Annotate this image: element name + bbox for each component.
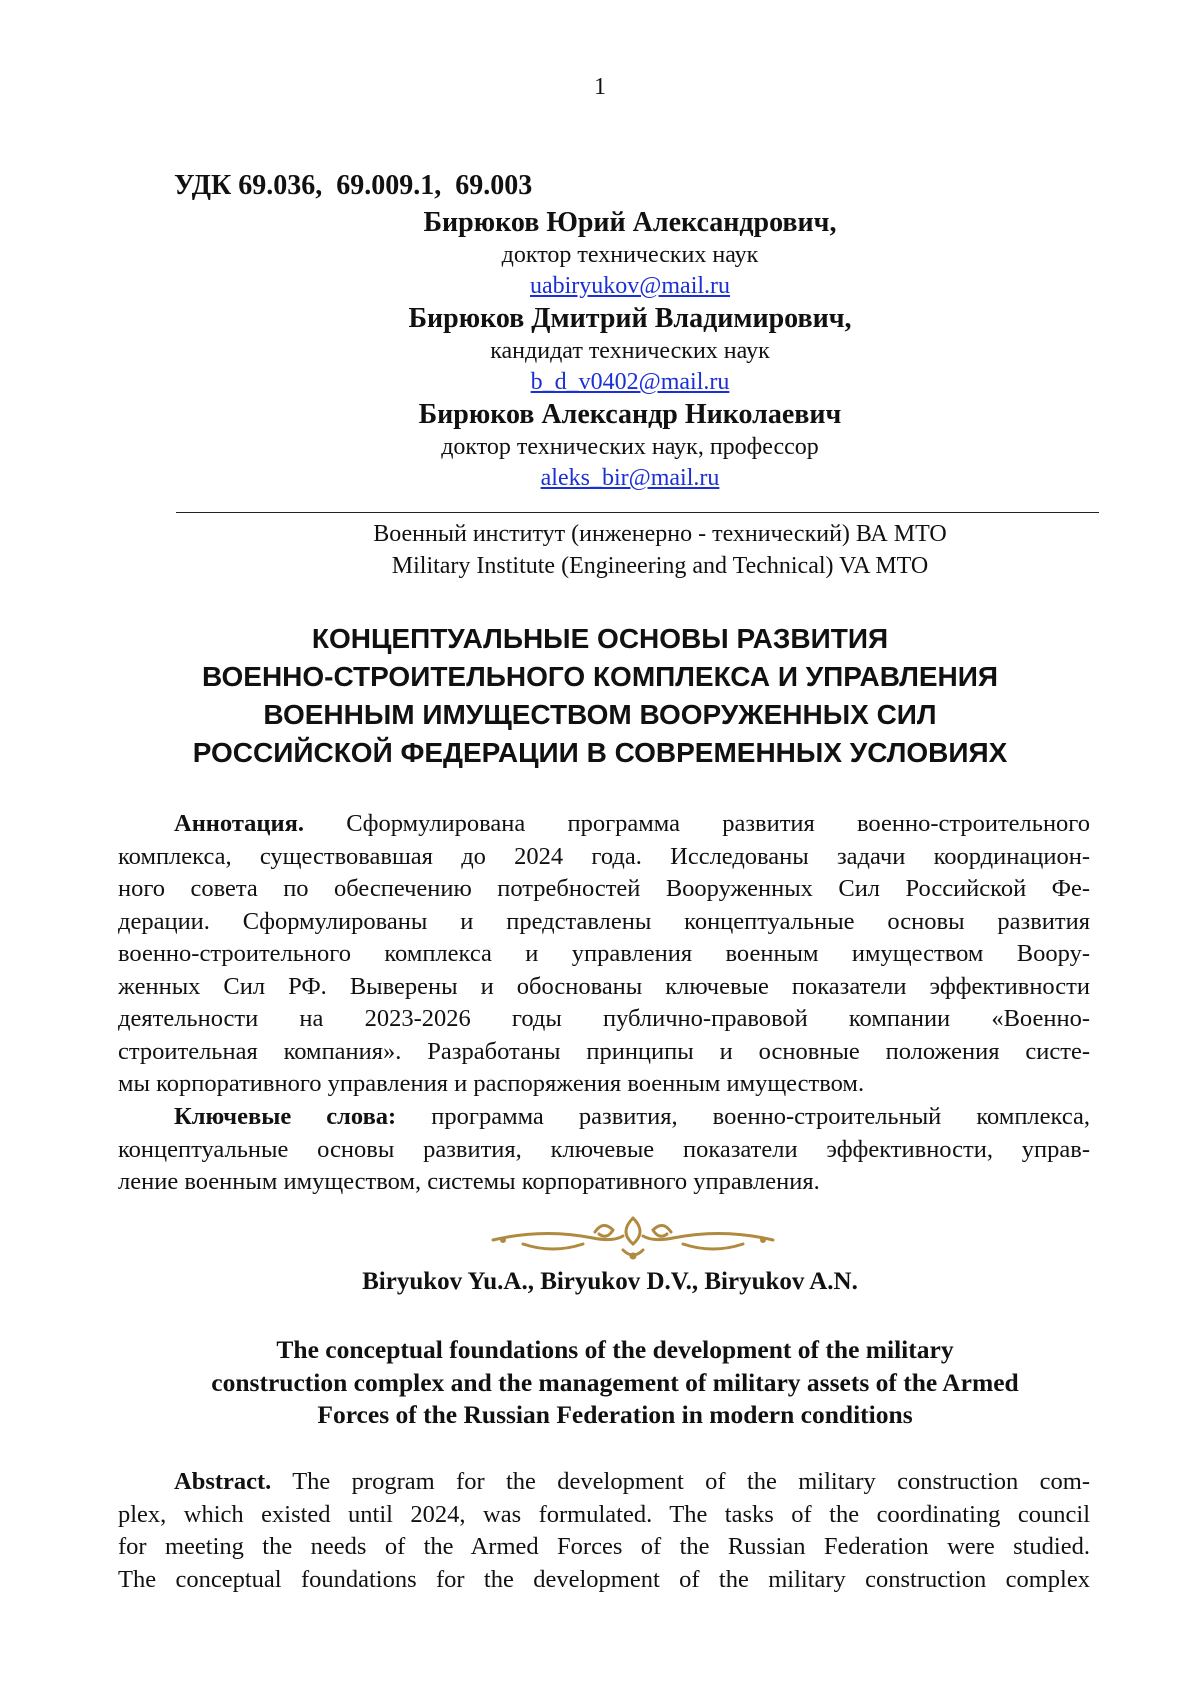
text-line: Ключевые слова: программа развития, военно-строительный комплекса, — [174, 1103, 1090, 1130]
abstract-paragraph — [118, 1466, 1090, 1596]
text-line: военно-строительного комплекса и управления военным имуществом Воору- — [118, 940, 1090, 967]
text-line: plex, which existed until 2024, was formulated. The tasks of the coordinating council — [118, 1500, 1090, 1528]
text-line: дерации. Сформулированы и представлены концептуальные основы развития — [118, 907, 1090, 935]
author-email-link[interactable]: aleks_bir@mail.ru — [540, 465, 720, 491]
text-line: Аннотация. Сформулирована программа развития военно-строительного — [174, 810, 1090, 837]
article-title-ru — [100, 620, 1100, 772]
text-line: мы корпоративного управления и распоряжения военным имуществом. — [118, 1070, 865, 1097]
author-name: Бирюков Александр Николаевич — [418, 399, 842, 430]
text-line: комплекса, существовавшая до 2024 года. Исследованы задачи координацион- — [118, 842, 1090, 870]
authors-en: Biryukov Yu.A., Biryukov D.V., Biryukov A.N. — [362, 1268, 858, 1295]
author-degree: доктор технических наук, профессор — [441, 434, 819, 460]
author-degree: доктор технических наук — [501, 242, 759, 268]
keywords-paragraph — [118, 1101, 1090, 1199]
abstract-label: Abstract. — [174, 1468, 272, 1495]
text-line: строительная компания». Разработаны принципы и основные положения систе- — [118, 1037, 1090, 1065]
article-title-en — [100, 1334, 1130, 1432]
affiliation — [240, 518, 1080, 582]
text-line: ного совета по обеспечению потребностей Вооруженных Сил Российской Фе- — [118, 875, 1090, 902]
annotation-label: Аннотация. — [174, 810, 305, 837]
author-email-link[interactable]: uabiryukov@mail.ru — [529, 273, 731, 299]
decorative-divider-ornament — [483, 1210, 783, 1266]
title-line: РОССИЙСКОЙ ФЕДЕРАЦИИ В СОВРЕМЕННЫХ УСЛОВИЯХ — [192, 737, 1008, 768]
author-email-link[interactable]: b_d_v0402@mail.ru — [530, 369, 730, 395]
title-line: The conceptual foundations of the development of the military — [276, 1335, 954, 1364]
title-line: ВОЕННЫМ ИМУЩЕСТВОМ ВООРУЖЕННЫХ СИЛ — [263, 699, 937, 730]
horizontal-divider — [176, 512, 1099, 513]
annotation-paragraph — [118, 808, 1090, 1101]
text-line: The conceptual foundations for the development of the military construction complex — [118, 1565, 1090, 1593]
text-line: Abstract. The program for the development of the military construction com- — [174, 1468, 1090, 1495]
text-line: женных Сил РФ. Выверены и обоснованы ключевые показатели эффективности — [118, 972, 1090, 1000]
keywords-label: Ключевые слова: — [174, 1103, 397, 1130]
page-number: 1 — [594, 74, 606, 100]
author-degree: кандидат технических наук — [490, 338, 770, 364]
author-list — [340, 206, 920, 494]
title-line: ВОЕННО-СТРОИТЕЛЬНОГО КОМПЛЕКСА И УПРАВЛЕНИЯ — [201, 661, 999, 692]
title-line: Forces of the Russian Federation in modern conditions — [317, 1400, 913, 1429]
author-block — [340, 302, 920, 398]
text-line: концептуальные основы развития, ключевые показатели эффективности, управ- — [118, 1135, 1090, 1163]
author-block — [340, 206, 920, 302]
text-line: ление военным имуществом, системы корпоративного управления. — [118, 1168, 820, 1195]
author-name: Бирюков Дмитрий Владимирович, — [408, 303, 852, 334]
title-line: construction complex and the management of military assets of the Armed — [211, 1367, 1019, 1397]
author-name: Бирюков Юрий Александрович, — [423, 207, 837, 238]
title-line: КОНЦЕПТУАЛЬНЫЕ ОСНОВЫ РАЗВИТИЯ — [311, 623, 889, 654]
affiliation-en: Military Institute (Engineering and Technical) VA MTO — [391, 553, 929, 579]
author-block — [340, 398, 920, 494]
text-line: деятельности на 2023-2026 годы публично-правовой компании «Военно- — [118, 1005, 1090, 1032]
udk-code: УДК 69.036, 69.009.1, 69.003 — [174, 170, 533, 201]
text-line: for meeting the needs of the Armed Forces of the Russian Federation were studied. — [118, 1533, 1090, 1560]
affiliation-ru: Военный институт (инженерно - технический) ВА МТО — [373, 521, 947, 547]
